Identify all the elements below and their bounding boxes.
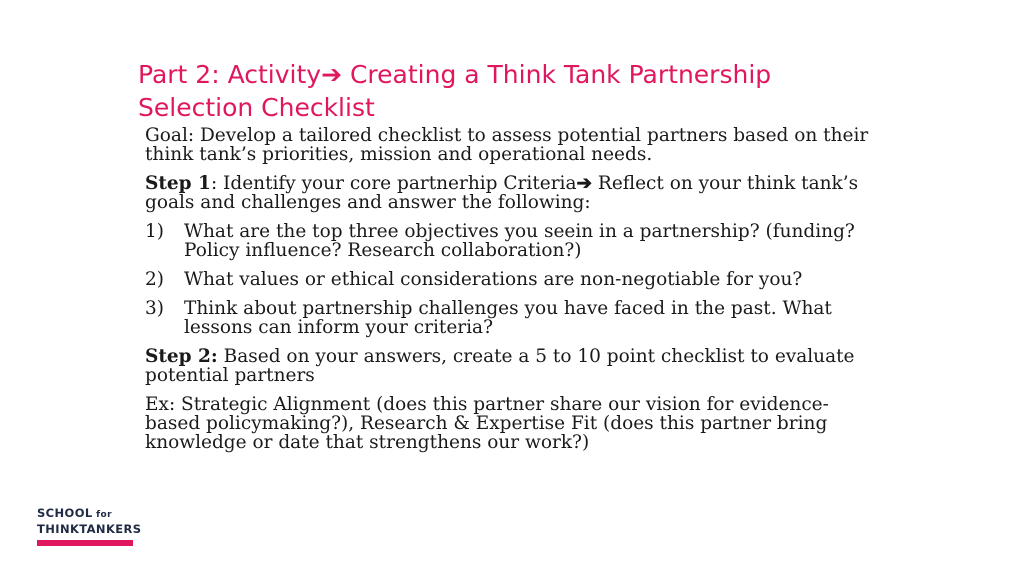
example-line: based policymaking?), Research & Expertise Fit (does this partner bring	[145, 413, 828, 434]
title-line-2: Selection Checklist	[138, 93, 375, 122]
example-line: knowledge or date that strengthens our work?)	[145, 432, 590, 453]
step2-label: Step 2:	[145, 346, 218, 367]
question-line: What are the top three objectives you seein in a partnership? (funding?	[184, 221, 855, 242]
question-item	[145, 222, 1005, 260]
step1-label: Step 1	[145, 173, 211, 194]
title-part-activity: Part 2: Activity	[138, 60, 322, 89]
question-line: What values or ethical considerations are non-negotiable for you?	[184, 269, 803, 290]
step1-line-2: goals and challenges and answer the following:	[145, 192, 591, 213]
question-line: Policy influence? Research collaboration?)	[184, 240, 582, 261]
step2-paragraph	[145, 347, 1005, 385]
goal-line-1: Goal: Develop a tailored checklist to assess potential partners based on their	[145, 125, 869, 146]
question-number: 1)	[145, 221, 164, 242]
logo-for: for	[92, 510, 112, 520]
question-item	[145, 270, 1005, 289]
goal-line-2: think tank’s priorities, mission and operational needs.	[145, 144, 653, 165]
step2-line-2: potential partners	[145, 365, 315, 386]
school-for-thinktankers-logo	[37, 506, 141, 546]
slide-title	[138, 58, 998, 124]
goal-paragraph	[145, 126, 1005, 164]
step1-line-1	[145, 174, 1005, 193]
title-part-creating: Creating a Think Tank Partnership	[342, 60, 772, 89]
arrow-right-icon: ➔	[321, 60, 343, 89]
title-line-1	[138, 58, 998, 91]
logo-underline-bar	[37, 540, 133, 546]
question-text	[184, 222, 855, 260]
question-text	[184, 270, 802, 289]
logo-line-1	[37, 506, 141, 522]
example-line: Ex: Strategic Alignment (does this partner share our vision for evidence-	[145, 394, 829, 415]
question-text	[184, 299, 832, 337]
question-item	[145, 299, 1005, 337]
step2-line-1	[145, 347, 1005, 366]
question-number: 3)	[145, 298, 164, 319]
logo-school: SCHOOL	[37, 506, 93, 520]
question-line: lessons can inform your criteria?	[184, 317, 493, 338]
question-line: Think about partnership challenges you have faced in the past. What	[184, 298, 832, 319]
step1-text-b: Reflect on your think tank’s	[592, 173, 859, 194]
arrow-right-icon: ➔	[576, 173, 593, 194]
example-paragraph	[145, 395, 1005, 452]
step1-text: : Identify your core partnerhip Criteria	[210, 173, 577, 194]
step2-text: Based on your answers, create a 5 to 10 point checklist to evaluate	[217, 346, 855, 367]
slide-body	[145, 126, 1005, 462]
logo-line-2: THINKTANKERS	[37, 522, 142, 536]
step1-paragraph	[145, 174, 1005, 212]
question-number: 2)	[145, 269, 164, 290]
